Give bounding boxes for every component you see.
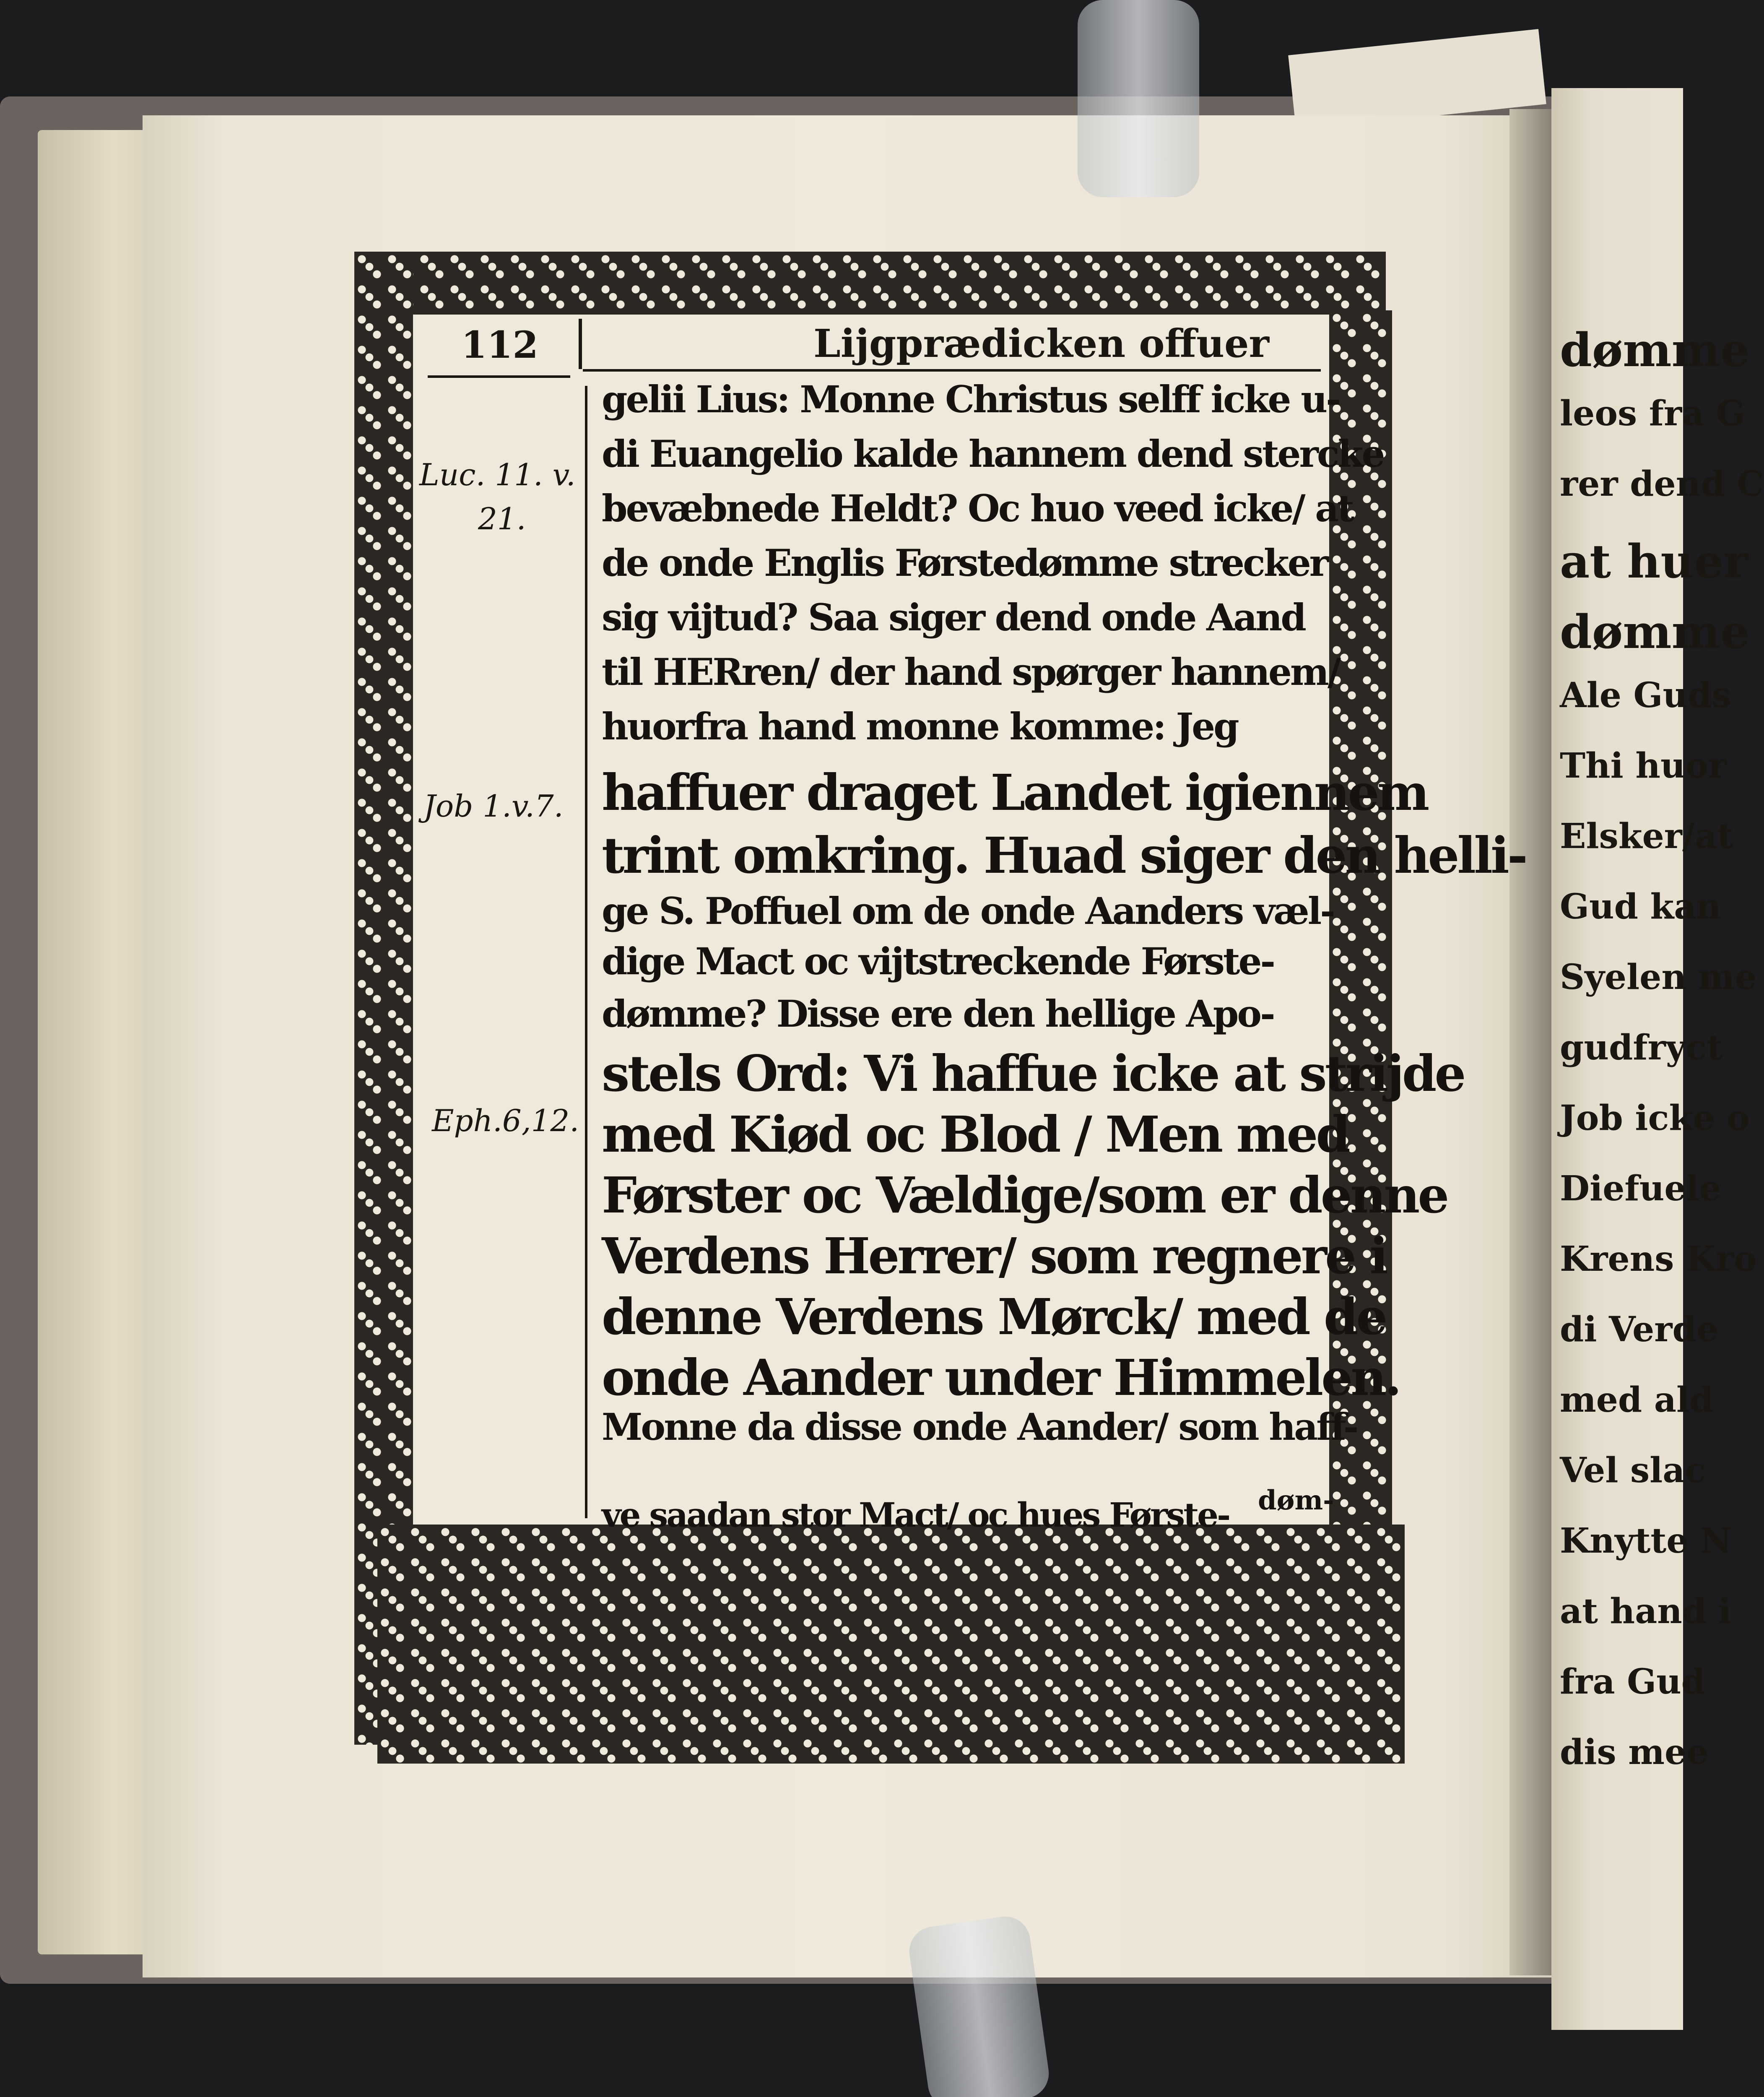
- margin-note-job: Job 1.v.7.: [423, 788, 564, 824]
- facing-text-line: Vel slac: [1560, 1450, 1706, 1491]
- header-rule: [428, 375, 570, 378]
- facing-text-line: Diefuele: [1560, 1168, 1721, 1209]
- text-line: ge S. Poffuel om de onde Aanders væl-: [602, 889, 1334, 933]
- facing-text-line: Thi huor: [1560, 746, 1727, 786]
- text-line: denne Verdens Mørck/ med de: [602, 1288, 1386, 1346]
- running-head: Lijgprædicken offuer: [813, 321, 1270, 366]
- header-rule: [583, 369, 1321, 372]
- text-line: bevæbnede Heldt? Oc huo veed icke/ at: [602, 487, 1353, 530]
- text-line: huorfra hand monne komme: Jeg: [602, 705, 1238, 748]
- text-line: Monne da disse onde Aander/ som haff-: [602, 1405, 1357, 1449]
- facing-text-line: gudfryct: [1560, 1028, 1723, 1068]
- text-line: Førster oc Vældige/som er denne: [602, 1166, 1447, 1224]
- ornament-border-bottom: [377, 1525, 1405, 1764]
- facing-text-line: leos fra G: [1560, 393, 1746, 434]
- margin-note-ephesians: Eph.6,12.: [432, 1103, 579, 1138]
- text-line: trint omkring. Huad siger den helli-: [602, 826, 1526, 885]
- facing-text-line: rer dend C: [1560, 464, 1764, 504]
- margin-rule: [585, 386, 587, 1518]
- text-line: ve saadan stor Mact/ oc hues Første-: [602, 1495, 1229, 1535]
- facing-text-line: di Verde: [1560, 1309, 1719, 1350]
- text-line: stels Ord: Vi haffue icke at strijde: [602, 1044, 1464, 1103]
- text-line: onde Aander under Himmelen.: [602, 1348, 1400, 1407]
- facing-text-line: Elsker/at: [1560, 816, 1733, 856]
- facing-page: [1551, 88, 1764, 2030]
- facing-text-line: at hand i: [1560, 1591, 1731, 1631]
- catchword: døm-: [1258, 1485, 1334, 1516]
- ornament-border-top: [356, 252, 1386, 315]
- facing-text-line: at huer: [1560, 534, 1748, 588]
- page-clip-top: [1078, 0, 1199, 197]
- text-line: haffuer draget Landet igiennem: [602, 763, 1428, 822]
- text-line: dige Mact oc vijtstreckende Første-: [602, 939, 1274, 983]
- margin-note-luke: Luc. 11. v.: [419, 457, 576, 492]
- facing-text-line: Job icke o: [1560, 1098, 1750, 1138]
- facing-text-line: Knytte N: [1560, 1521, 1732, 1561]
- text-line: di Euangelio kalde hannem dend stercke: [602, 432, 1384, 476]
- page-clip-bottom: [906, 1913, 1052, 2097]
- margin-note-luke-verse: 21.: [478, 501, 526, 536]
- facing-text-line: fra Gud: [1560, 1662, 1706, 1702]
- facing-text-line: Gud kan: [1560, 887, 1722, 927]
- facing-text-line: dømme: [1560, 605, 1750, 659]
- text-line: de onde Englis Førstedømme strecker: [602, 541, 1328, 585]
- text-line: Verdens Herrer/ som regnere i: [602, 1227, 1387, 1285]
- facing-text-line: Syelen me: [1560, 957, 1757, 997]
- facing-text-line: Krens Kro: [1560, 1239, 1757, 1279]
- text-line: sig vijtud? Saa siger dend onde Aand: [602, 596, 1305, 639]
- ornament-border-left: [354, 252, 413, 1745]
- header-divider: [579, 319, 582, 369]
- facing-text-line: dis mee: [1560, 1732, 1709, 1772]
- facing-text-line: med ald: [1560, 1380, 1714, 1420]
- text-line: til HERren/ der hand spørger hannem/: [602, 650, 1340, 694]
- page-number: 112: [461, 323, 538, 367]
- text-line: gelii Lius: Monne Christus selff icke u-: [602, 377, 1340, 421]
- text-line: med Kiød oc Blod / Men med: [602, 1105, 1348, 1163]
- text-line: dømme? Disse ere den hellige Apo-: [602, 992, 1274, 1035]
- facing-text-line: dømme: [1560, 323, 1750, 377]
- facing-text-line: Ale Guds: [1560, 675, 1731, 715]
